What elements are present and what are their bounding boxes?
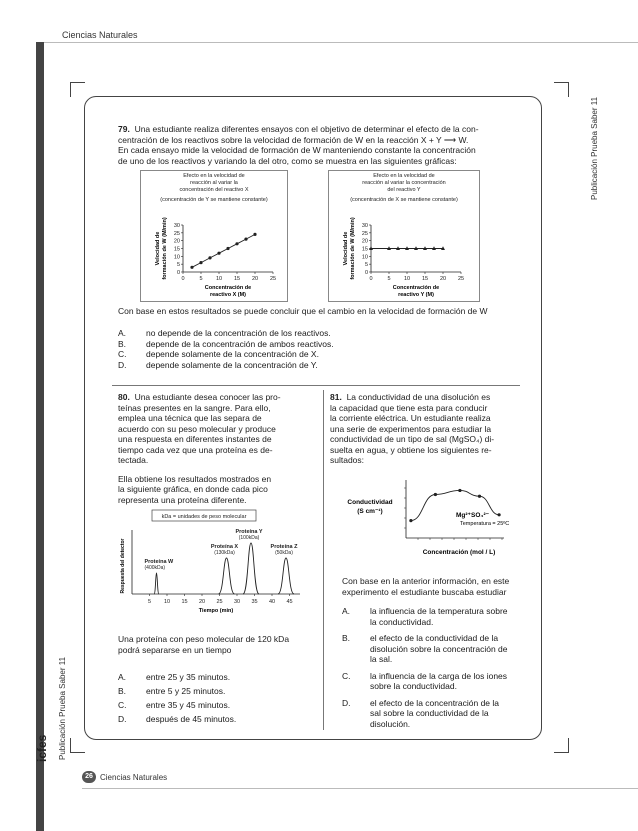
- option-text: sobre la conductividad.: [370, 681, 457, 691]
- data-point: [226, 247, 229, 250]
- q80-stem-line: acuerdo con su peso molecular y produce: [118, 423, 276, 434]
- option-letter: C.: [342, 670, 351, 681]
- option-letter: A.: [342, 606, 351, 616]
- icfes-logo: [35, 700, 64, 766]
- q80-stem: [118, 392, 314, 505]
- data-point: [409, 519, 412, 522]
- q81-option-d[interactable]: [342, 698, 524, 730]
- frame-corner-mark: [554, 738, 569, 753]
- q81-option-b[interactable]: [342, 633, 524, 665]
- data-point: [244, 238, 247, 241]
- column-divider: [323, 390, 324, 730]
- chart-plot: [141, 215, 287, 301]
- option-text: después de 45 minutos.: [146, 714, 237, 724]
- y-tick-label: 20: [361, 238, 368, 245]
- data-point: [199, 261, 202, 264]
- q80-stem-line: una respuesta en diferentes instantes de: [118, 434, 272, 444]
- x-tick-label: 5: [387, 276, 391, 282]
- y-tick-label: 0: [364, 270, 368, 276]
- x-axis-label: Concentración (mol / L): [422, 549, 496, 556]
- y-axis-label: (S cm⁻¹): [357, 508, 383, 515]
- q81-stem-line: la capacidad que tiene esta para conducir: [330, 402, 488, 413]
- x-tick-label: 25: [216, 599, 223, 605]
- option-text: la influencia de la temperatura sobre: [370, 606, 508, 616]
- chart-protein-peaks: [116, 508, 316, 624]
- y-tick-label: 25: [361, 230, 368, 237]
- q79-conclusion: Con base en estos resultados se puede concluir que el cambio en la velocidad de formación de W: [118, 306, 488, 316]
- y-tick-label: 30: [361, 223, 368, 229]
- side-label-right: Publicación Prueba Saber 11: [590, 96, 599, 200]
- option-letter: B.: [118, 686, 127, 696]
- chart-conductivity: [340, 478, 530, 568]
- x-tick-label: 5: [147, 599, 152, 605]
- y-axis-label: formación de W (M/min): [162, 217, 168, 280]
- frame-corner-mark: [70, 738, 85, 753]
- chart-x-concentration: [140, 170, 288, 302]
- q80-stem-line: tiempo cada vez que una proteína es de-: [118, 444, 273, 455]
- chart-y-concentration: [328, 170, 480, 302]
- q81-stem: [330, 392, 524, 466]
- option-text: entre 5 y 25 minutos.: [146, 686, 226, 696]
- q81-stem-line: suelta en agua, y obtiene los siguientes re-: [330, 444, 492, 455]
- y-tick-label: 10: [173, 254, 180, 261]
- q80-option-d[interactable]: [118, 712, 236, 726]
- x-tick-label: 10: [403, 276, 411, 282]
- option-text: el efecto de la concentración de la: [370, 697, 500, 708]
- side-label-left: Publicación Prueba Saber 11: [58, 656, 67, 760]
- q81-stem-line: la corriente eléctrica. Un estudiante realiza: [330, 413, 491, 423]
- q81-stem-line: sultados:: [330, 455, 365, 465]
- q80-stem-line: teínas presentes en la sangre. Para ello,: [118, 402, 271, 413]
- chart-plot: [329, 215, 479, 301]
- x-tick-label: 15: [421, 276, 429, 282]
- q80-options: [118, 670, 236, 726]
- data-point: [434, 493, 437, 496]
- q79-stem-line: centración de los reactivos sobre la velocidad de formación de W en la reacción X + Y ⟶ W.: [118, 134, 469, 145]
- x-tick-label: 45: [286, 599, 293, 605]
- data-point: [235, 242, 238, 245]
- option-letter: D.: [118, 359, 127, 370]
- q80-question-line: Una proteína con peso molecular de 120 kDa: [118, 634, 290, 644]
- y-axis-label: Respuesta del detector: [120, 538, 126, 594]
- option-letter: D.: [118, 714, 127, 724]
- peak-weight: (50kDa): [275, 550, 293, 556]
- q79-option-d[interactable]: [118, 360, 334, 371]
- peak-label: Proteína W: [144, 559, 174, 565]
- x-tick-label: 10: [163, 599, 171, 605]
- q80-number: 80.: [118, 392, 130, 402]
- option-text: la conductividad.: [370, 616, 434, 627]
- peak-weight: (400kDa): [144, 565, 166, 571]
- option-letter: B.: [342, 633, 351, 643]
- x-tick-label: 20: [439, 276, 447, 282]
- option-text: la sal.: [370, 654, 393, 664]
- peak: [278, 558, 294, 594]
- q79-option-a[interactable]: [118, 328, 334, 339]
- option-text: disolución sobre la concentración de: [370, 643, 508, 654]
- x-tick-label: 10: [215, 276, 223, 282]
- footer-divider: [82, 788, 638, 789]
- q79-option-b[interactable]: [118, 339, 334, 350]
- q79-number: 79.: [118, 124, 130, 134]
- q80-stem-line: emplea una técnica que las separa de: [118, 413, 262, 423]
- y-tick-label: 5: [176, 262, 180, 269]
- chart-title-line: Efecto en la velocidad de: [373, 173, 435, 179]
- option-text: no depende de la concentración de los reactivos.: [146, 328, 331, 338]
- peak-label: Proteína Y: [235, 529, 263, 535]
- option-letter: A.: [118, 672, 127, 682]
- q79-stem: [118, 124, 522, 166]
- x-tick-label: 5: [199, 276, 203, 282]
- peak-weight: (130kDa): [214, 550, 235, 556]
- q81-number: 81.: [330, 392, 342, 402]
- page-number-badge: 26: [82, 771, 96, 783]
- chart-title-line: reacción al variar la: [190, 180, 238, 186]
- q80-stem-line: representa una proteína diferente.: [118, 494, 247, 505]
- y-tick-label: 15: [361, 246, 368, 253]
- y-tick-label: 25: [173, 230, 180, 237]
- y-axis-label: formación de W (M/min): [350, 217, 356, 280]
- q81-stem-line: conductividad de un tipo de sal (MgSO₄) di-: [330, 434, 495, 444]
- option-text: disolución.: [370, 718, 411, 729]
- q79-stem-line: En cada ensayo mide la velocidad de formación de W manteniendo constante la concentración: [118, 145, 476, 155]
- chart-subtitle: (concentración de Y se mantiene constante): [160, 197, 268, 203]
- logo-text: icfes: [35, 734, 49, 762]
- x-tick-label: 25: [457, 276, 465, 282]
- option-text: entre 35 y 45 minutos.: [146, 700, 231, 710]
- q81-stem-line: La conductividad de una disolución es: [346, 392, 491, 402]
- x-tick-label: 15: [181, 599, 188, 605]
- data-point: [208, 256, 211, 259]
- q79-stem-line: de uno de los reactivos y variando la del otro, como se muestra en las siguientes gráficas:: [118, 155, 457, 166]
- q79-options: [118, 328, 334, 370]
- q80-stem-line: Una estudiante desea conocer las pro-: [134, 392, 281, 402]
- y-tick-label: 20: [173, 238, 180, 245]
- x-tick-label: 35: [251, 599, 258, 605]
- x-axis-label: reactivo Y (M): [398, 292, 434, 298]
- y-tick-label: 5: [364, 262, 368, 269]
- option-text: entre 25 y 35 minutos.: [146, 672, 231, 682]
- x-tick-label: 40: [268, 599, 276, 605]
- chart-title-line: del reactivo Y: [387, 187, 421, 193]
- frame-corner-mark: [70, 82, 85, 97]
- x-axis-label: Tiempo (min): [198, 608, 234, 614]
- page-header-subject: Ciencias Naturales: [62, 30, 138, 40]
- chart-title-line: concentración del reactivo X: [179, 187, 249, 193]
- q79-stem-line: Una estudiante realiza diferentes ensayos con el objetivo de determinar el efecto de la con-: [134, 124, 479, 134]
- option-text: depende solamente de la concentración de Y.: [146, 359, 318, 370]
- q81-question-line: Con base en la anterior información, en este: [342, 576, 510, 586]
- y-tick-label: 30: [173, 223, 180, 229]
- x-tick-label: 30: [233, 599, 241, 605]
- q80-stem-line: Ella obtiene los resultados mostrados en: [118, 473, 272, 484]
- q81-question-line: experimento el estudiante buscaba estudiar: [342, 586, 507, 597]
- peak-label: Proteína Z: [270, 544, 298, 550]
- data-point: [190, 266, 193, 269]
- peak-weight: (100kDa): [238, 535, 260, 541]
- q80-question-line: podrá separarse en un tiempo: [118, 644, 232, 655]
- legend-text: kDa = unidades de peso molecular: [161, 514, 247, 520]
- data-point: [217, 252, 220, 255]
- q81-question: [342, 576, 532, 597]
- option-letter: B.: [118, 338, 127, 349]
- x-tick-label: 15: [233, 276, 241, 282]
- q81-option-c[interactable]: [342, 671, 524, 692]
- data-point: [458, 489, 461, 492]
- q81-option-a[interactable]: [342, 606, 524, 627]
- header-divider: [44, 42, 638, 43]
- option-text: el efecto de la conductividad de la: [370, 633, 499, 643]
- peak: [154, 573, 159, 594]
- species-label: Mg²⁺SO₄²⁻: [456, 511, 490, 519]
- q80-question: [118, 634, 318, 655]
- y-tick-label: 10: [361, 254, 368, 261]
- x-tick-label: 0: [181, 276, 185, 282]
- data-point: [498, 513, 501, 516]
- q80-option-b[interactable]: [118, 684, 236, 698]
- option-text: depende de la concentración de ambos reactivos.: [146, 338, 334, 349]
- x-tick-label: 20: [251, 276, 259, 282]
- q81-stem-line: una serie de experimentos para estudiar la: [330, 423, 492, 434]
- peak-label: Proteína X: [210, 544, 239, 550]
- section-divider: [112, 385, 520, 386]
- peak: [243, 543, 259, 594]
- q79-option-c[interactable]: [118, 349, 334, 360]
- x-tick-label: 25: [269, 276, 277, 282]
- data-point: [253, 233, 256, 236]
- peak: [219, 558, 235, 594]
- option-text: sal sobre la conductividad de la: [370, 708, 489, 718]
- option-letter: D.: [342, 697, 351, 708]
- option-letter: C.: [118, 700, 127, 710]
- option-text: la influencia de la carga de los iones: [370, 670, 508, 681]
- chart-title-line: Efecto en la velocidad de: [183, 173, 245, 179]
- y-tick-label: 0: [176, 270, 180, 276]
- q80-option-c[interactable]: [118, 698, 236, 712]
- option-letter: A.: [118, 328, 127, 338]
- chart-title-line: reacción al variar la concentración: [362, 180, 446, 186]
- chart-subtitle: (concentración de X se mantiene constante): [350, 197, 458, 203]
- x-tick-label: 20: [198, 599, 206, 605]
- y-axis-label: Velocidad de: [155, 231, 161, 266]
- q80-option-a[interactable]: [118, 670, 236, 684]
- option-letter: C.: [118, 349, 127, 359]
- x-axis-label: Concentración de: [204, 285, 252, 291]
- y-tick-label: 15: [173, 246, 180, 253]
- y-axis-label: Velocidad de: [343, 231, 349, 266]
- footer-subject: Ciencias Naturales: [100, 773, 168, 782]
- frame-corner-mark: [554, 82, 569, 97]
- q80-stem-line: la siguiente gráfica, en donde cada pico: [118, 484, 268, 494]
- data-point: [478, 495, 481, 498]
- x-tick-label: 0: [369, 276, 373, 282]
- temperature-annotation: Temperatura = 25ºC: [460, 520, 510, 527]
- x-axis-label: reactivo X (M): [209, 292, 247, 298]
- option-text: depende solamente de la concentración de X.: [146, 349, 319, 359]
- x-axis-label: Concentración de: [392, 285, 440, 291]
- y-axis-label: Conductividad: [347, 499, 393, 506]
- q81-options: [342, 606, 524, 729]
- q80-stem-line: tectada.: [118, 455, 149, 465]
